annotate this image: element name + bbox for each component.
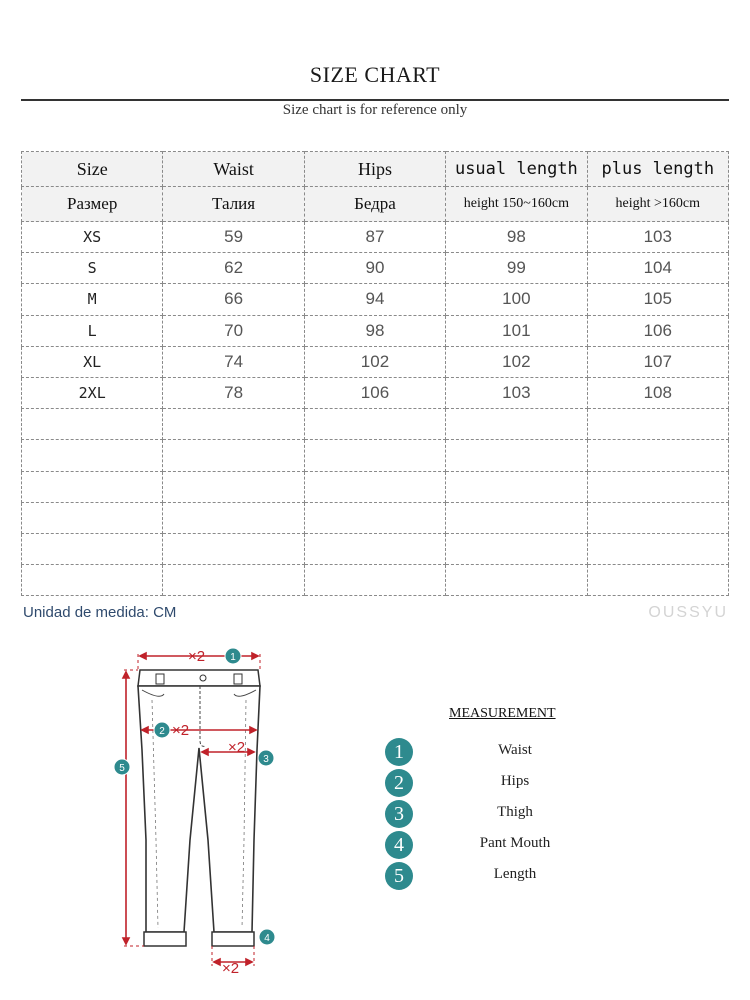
value-cell (587, 440, 728, 471)
subtitle: Size chart is for reference only (282, 102, 468, 118)
value-cell: 87 (304, 222, 445, 253)
pants-diagram (100, 640, 300, 980)
legend-label-waist: Waist (498, 742, 532, 758)
value-cell: 107 (587, 346, 728, 377)
header-waist-ru: Талия (163, 187, 304, 222)
value-cell (446, 533, 587, 564)
size-cell (22, 502, 163, 533)
table-row (22, 409, 729, 440)
header-size: Size (22, 152, 163, 187)
size-cell: 2XL (22, 377, 163, 408)
size-cell (22, 565, 163, 596)
size-cell: L (22, 315, 163, 346)
header-hips-ru: Бедра (304, 187, 445, 222)
value-cell: 108 (587, 377, 728, 408)
table-row (22, 440, 729, 471)
waist-x2-label: ×2 (188, 648, 206, 665)
value-cell: 106 (304, 377, 445, 408)
value-cell: 62 (163, 253, 304, 284)
value-cell (446, 565, 587, 596)
legend-item-length (385, 862, 625, 890)
value-cell (446, 440, 587, 471)
marker-5: 5 (119, 763, 125, 774)
table-row (22, 222, 729, 253)
value-cell: 66 (163, 284, 304, 315)
size-cell: S (22, 253, 163, 284)
value-cell (304, 533, 445, 564)
legend-title: MEASUREMENT (449, 706, 556, 721)
value-cell (163, 533, 304, 564)
value-cell: 106 (587, 315, 728, 346)
table-row (22, 533, 729, 564)
legend-item-pant-mouth (385, 831, 625, 859)
marker-4: 4 (264, 933, 270, 944)
value-cell: 104 (587, 253, 728, 284)
value-cell (446, 471, 587, 502)
hips-x2-label: ×2 (172, 722, 190, 739)
legend-marker-1: 1 (385, 738, 413, 766)
table-row (22, 315, 729, 346)
marker-3: 3 (263, 754, 269, 765)
table-header-row-en (22, 152, 729, 187)
value-cell (163, 565, 304, 596)
header-waist: Waist (163, 152, 304, 187)
table-row (22, 346, 729, 377)
legend-marker-4: 4 (385, 831, 413, 859)
legend-label-length: Length (493, 866, 537, 882)
value-cell (304, 409, 445, 440)
legend-item-hips (385, 769, 625, 797)
title-divider (21, 99, 729, 101)
value-cell (163, 409, 304, 440)
value-cell (304, 565, 445, 596)
table-row (22, 471, 729, 502)
value-cell (587, 533, 728, 564)
legend-label-pant-mouth: Pant Mouth (479, 835, 551, 851)
header-size-ru: Размер (22, 187, 163, 222)
table-row (22, 565, 729, 596)
size-cell (22, 440, 163, 471)
size-cell: XL (22, 346, 163, 377)
value-cell (587, 502, 728, 533)
unit-note: Unidad de medida: CM (23, 604, 177, 621)
header-plus-height: height >160cm (587, 187, 728, 222)
header-hips: Hips (304, 152, 445, 187)
value-cell (304, 440, 445, 471)
value-cell: 103 (587, 222, 728, 253)
value-cell (587, 471, 728, 502)
value-cell: 102 (446, 346, 587, 377)
value-cell (304, 502, 445, 533)
table-row (22, 253, 729, 284)
table-header-row-ru (22, 187, 729, 222)
value-cell: 70 (163, 315, 304, 346)
value-cell: 99 (446, 253, 587, 284)
value-cell: 94 (304, 284, 445, 315)
value-cell: 102 (304, 346, 445, 377)
value-cell: 98 (446, 222, 587, 253)
header-usual-height: height 150~160cm (446, 187, 587, 222)
value-cell (163, 471, 304, 502)
value-cell: 103 (446, 377, 587, 408)
page-title: SIZE CHART (309, 62, 441, 87)
size-cell (22, 409, 163, 440)
marker-1: 1 (230, 652, 236, 663)
mouth-x2-label: ×2 (222, 960, 240, 977)
header-plus-length: plus length (587, 152, 728, 187)
size-cell (22, 471, 163, 502)
value-cell: 59 (163, 222, 304, 253)
size-cell: XS (22, 222, 163, 253)
value-cell: 101 (446, 315, 587, 346)
value-cell: 78 (163, 377, 304, 408)
legend-item-waist (385, 738, 625, 766)
legend-marker-3: 3 (385, 800, 413, 828)
legend-label-hips: Hips (500, 773, 530, 789)
value-cell (587, 409, 728, 440)
header-usual-length: usual length (446, 152, 587, 187)
legend-marker-5: 5 (385, 862, 413, 890)
value-cell (304, 471, 445, 502)
value-cell (163, 502, 304, 533)
size-table (21, 151, 729, 596)
size-cell: M (22, 284, 163, 315)
value-cell: 105 (587, 284, 728, 315)
value-cell: 98 (304, 315, 445, 346)
size-cell (22, 533, 163, 564)
thigh-x2-label: ×2 (228, 739, 246, 756)
value-cell (587, 565, 728, 596)
value-cell (163, 440, 304, 471)
pants-illustration (100, 640, 300, 980)
marker-2: 2 (159, 726, 165, 737)
table-row (22, 502, 729, 533)
legend-item-thigh (385, 800, 625, 828)
table-row (22, 377, 729, 408)
legend-label-thigh: Thigh (497, 804, 533, 820)
brand-watermark: OUSSYU (648, 604, 728, 621)
value-cell (446, 409, 587, 440)
table-row (22, 284, 729, 315)
value-cell (446, 502, 587, 533)
legend-marker-2: 2 (385, 769, 413, 797)
value-cell: 74 (163, 346, 304, 377)
value-cell: 100 (446, 284, 587, 315)
value-cell: 90 (304, 253, 445, 284)
